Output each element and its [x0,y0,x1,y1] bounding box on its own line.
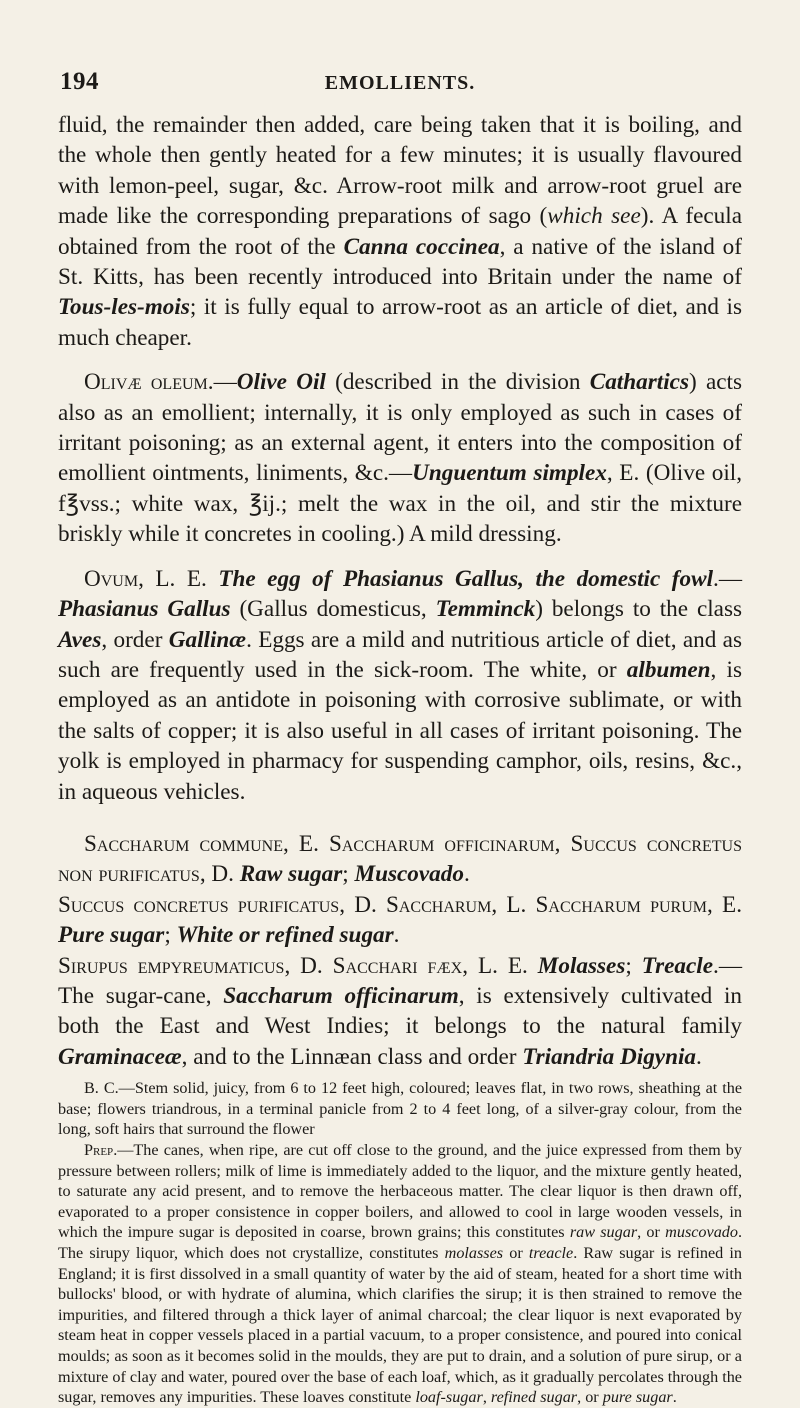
main-text [58,110,742,1072]
paragraph-saccharum: Saccharum commune, E. Saccharum officinarum, Succus concretus non purificatus, D. Raw sugar; Muscovado. Succus concretus purificatus, D. Saccharum, L. Saccharum purum, E. Pure sugar; White or refined sugar. Sirupus empyreumaticus, D. Sacchari fæx, L. E. Molasses; Treacle.—The sugar-cane, Saccharum officinarum, is extensively cultivated in both the East and West Indies; it belongs to the natural family Graminaceæ, and to the Linnæan class and order Triandria Digynia. [58,830,743,1070]
page-number: 194 [60,68,99,95]
small-print-notes [58,1078,742,1408]
paragraph-olivae-oleum: Olivæ oleum.—Olive Oil (described in the division Cathartics) acts also as an emollient; internally, it is only employed as such in cases of irritant poisoning; as an external agent, it enters into the composition of emollient ointments, liniments, &c.—Unguentum simplex, E. (Olive oil, f℥vss.; white wax, ℥ij.; melt the wax in the oil, and stir the mixture briskly while it concretes in cooling.) A mild dressing. [58,369,743,548]
note-botanical-characters: B. C.—Stem solid, juicy, from 6 to 12 feet high, coloured; leaves flat, in two rows, sheathing at the base; flowers triandrous, in a terminal panicle from 2 to 4 feet long, of a silver-gray colour, from the long, soft hairs that surround the flower [58,1079,742,1139]
paragraph-arrowroot-continued: fluid, the remainder then added, care being taken that it is boiling, and the whole then gently heated for a few minutes; it is usually flavoured with lemon-peel, sugar, &c. Arrow-root milk and arrow-root gruel are made like the corresponding preparations of sago (which see). A fecula obtained from the root of the Canna coccinea, a native of the island of St. Kitts, has been recently introduced into Britain under the name of Tous-les-mois; it is fully equal to arrow-root as an article of diet, and is much cheaper. [58,112,742,351]
running-head: EMOLLIENTS. [324,72,476,94]
note-preparation: Prep.—The canes, when ripe, are cut off close to the ground, and the juice expressed from them by pressure between rollers; milk of lime is immediately added to the liquor, and the mixture gently heated, to saturate any acid present, and to remove the herbaceous matter. The clear liquor is then drawn off, evaporated to a proper consistence in copper boilers, and allowed to cool in large wooden vessels, in which the impure sugar is deposited in coarse, brown grains; this constitutes raw sugar, or muscovado. The sirupy liquor, which does not crystallize, constitutes molasses or treacle. Raw sugar is refined in England; it is first dissolved in a small quantity of water by the aid of steam, heated for a short time with bullocks' blood, or with hydrate of alumina, which clarifies the sirup; it is then strained to remove the impurities, and filtered through a thick layer of animal charcoal; the clear liquor is next evaporated by steam heat in copper vessels placed in a partial vacuum, to a proper consistence, and poured into conical moulds; as soon as it becomes solid in the moulds, they are put to drain, and a solution of pure sirup, or a mixture of clay and water, poured over the base of each loaf, which, as it gradually percolates through the sugar, removes any impurities. These loaves constitute loaf-sugar, refined sugar, or pure sugar. [58,1140,743,1407]
paragraph-ovum: Ovum, L. E. The egg of Phasianus Gallus, the domestic fowl.—Phasianus Gallus (Gallus domesticus, Temminck) belongs to the class Aves, order Gallinæ. Eggs are a mild and nutritious article of diet, and as such are frequently used in the sick-room. The white, or albumen, is employed as an antidote in poisoning with corrosive sublimate, or with the salts of copper; it is also useful in all cases of irritant poisoning. The yolk is employed in pharmacy for suspending camphor, oils, resins, &c., in aqueous vehicles. [58,565,743,805]
page-header [58,68,742,104]
